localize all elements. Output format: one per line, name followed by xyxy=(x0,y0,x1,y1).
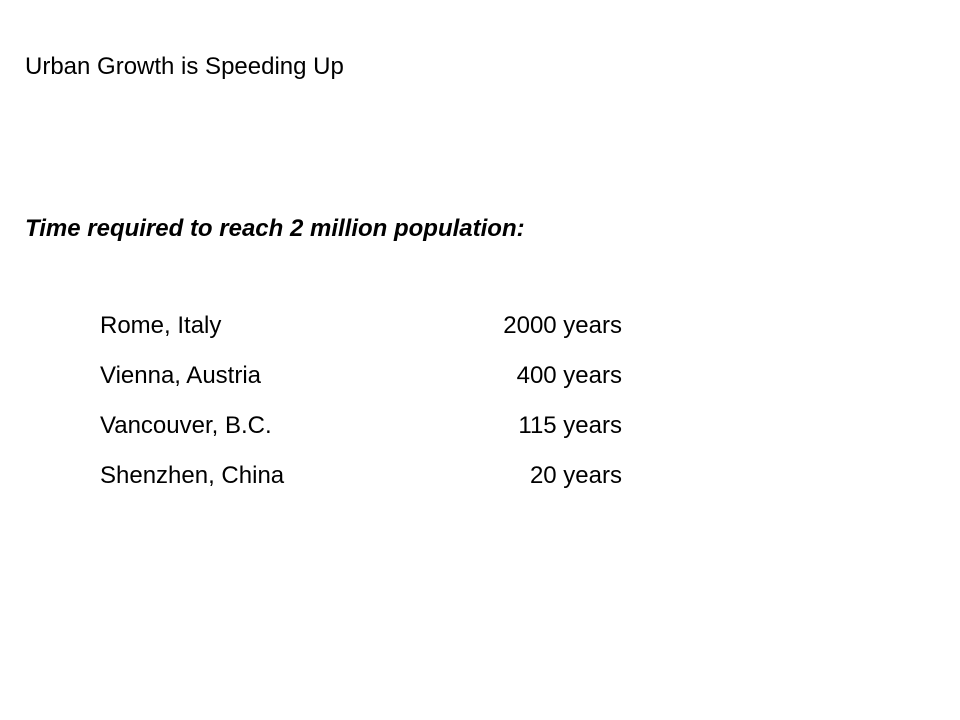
slide-subtitle: Time required to reach 2 million population: xyxy=(25,215,525,242)
years-value: 2000 years xyxy=(503,312,622,339)
list-row-shenzhen xyxy=(100,464,640,514)
list-row-vienna xyxy=(100,364,640,414)
years-value: 20 years xyxy=(529,462,622,489)
city-name: Vienna, Austria xyxy=(100,362,262,389)
years-value: 400 years xyxy=(516,362,622,389)
list-row-vancouver xyxy=(100,414,640,464)
city-name: Vancouver, B.C. xyxy=(100,412,272,439)
years-value: 115 years xyxy=(518,412,622,439)
population-time-list xyxy=(100,314,640,514)
list-row-rome xyxy=(100,314,640,364)
city-name: Rome, Italy xyxy=(100,312,222,339)
slide-title: Urban Growth is Speeding Up xyxy=(25,53,344,80)
city-name: Shenzhen, China xyxy=(100,462,285,489)
